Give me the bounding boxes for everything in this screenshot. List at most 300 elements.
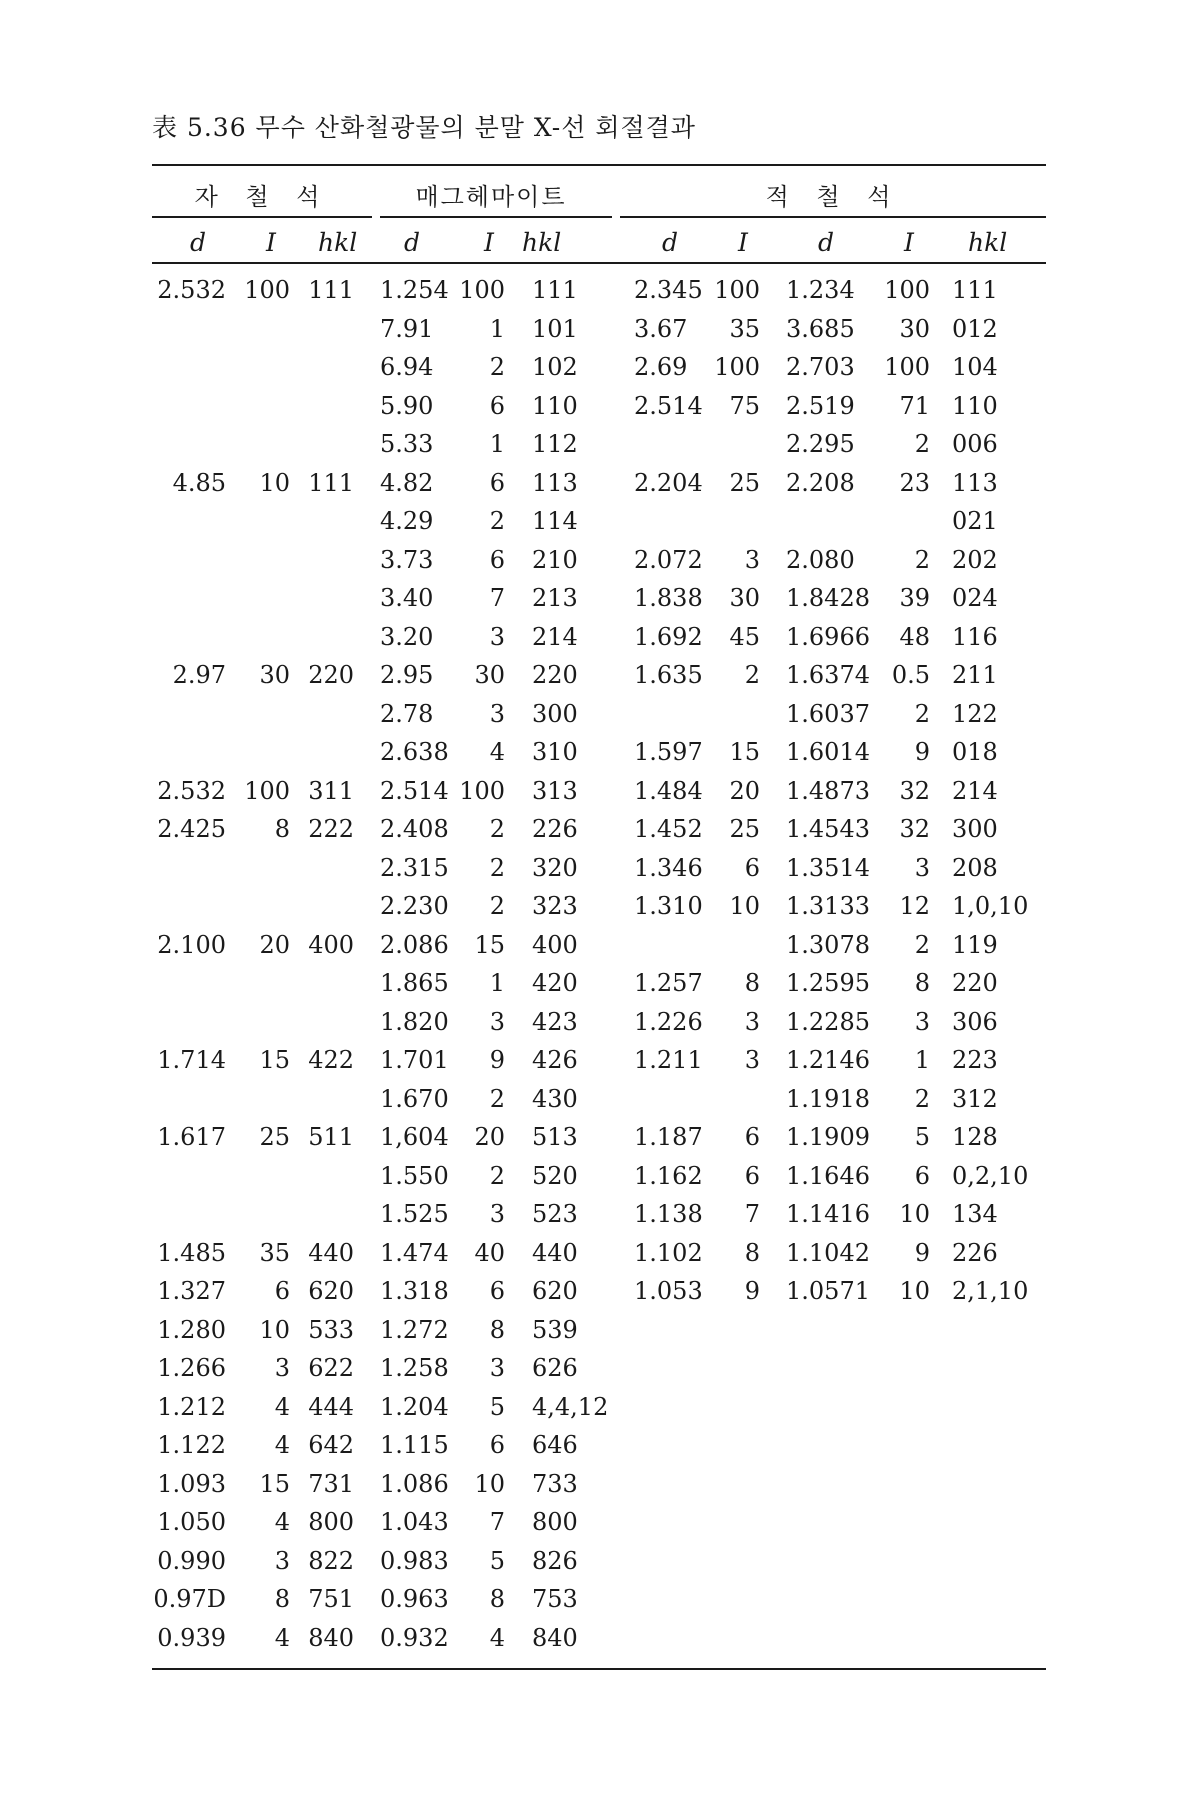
bottom-rule [152, 1668, 1046, 1670]
table-row [0, 850, 1200, 888]
cell-maghemite-i: 40 [474, 1238, 505, 1267]
cell-magnetite-d: 2.532 [157, 276, 226, 304]
table-row [0, 1620, 1200, 1658]
cell-magnetite-i: 10 [259, 468, 290, 497]
cell-hematite-obs-i: 75 [729, 391, 760, 420]
cell-hematite-ref-d: 1.6014 [786, 738, 870, 766]
cell-magnetite-i: 15 [259, 1046, 290, 1074]
cell-hematite-hkl: 110 [952, 391, 998, 420]
header-rule [152, 262, 1046, 264]
cell-hematite-ref-d: 2.208 [786, 468, 855, 497]
cell-hematite-ref-d: 1.6966 [786, 622, 870, 651]
cell-hematite-ref-i: 100 [884, 353, 930, 381]
cell-magnetite-hkl: 511 [308, 1123, 354, 1151]
cell-hematite-hkl: 128 [952, 1123, 998, 1151]
cell-maghemite-hkl: 313 [532, 776, 578, 805]
table-row [0, 1042, 1200, 1080]
cell-maghemite-hkl: 226 [532, 815, 578, 843]
cell-maghemite-hkl: 840 [532, 1623, 578, 1652]
cell-maghemite-hkl: 310 [532, 738, 578, 766]
cell-magnetite-d: 1.122 [157, 1431, 226, 1459]
col-header-hkl-hematite: hkl [968, 228, 1008, 257]
cell-hematite-obs-d: 2.072 [634, 545, 703, 574]
group-maghemite: 매그헤마이트 [415, 183, 567, 211]
cell-hematite-obs-d: 1.053 [634, 1277, 703, 1305]
cell-maghemite-i: 1 [489, 969, 505, 997]
cell-hematite-hkl: 104 [952, 353, 998, 381]
table-row [0, 311, 1200, 349]
cell-hematite-ref-i: 2 [914, 930, 930, 959]
cell-maghemite-d: 2.315 [380, 853, 449, 882]
cell-maghemite-hkl: 111 [532, 276, 578, 304]
cell-maghemite-d: 1.701 [380, 1046, 449, 1074]
cell-maghemite-hkl: 426 [532, 1046, 578, 1074]
cell-maghemite-hkl: 323 [532, 892, 578, 920]
cell-hematite-obs-d: 2.514 [634, 391, 703, 420]
cell-hematite-obs-d: 2.204 [634, 468, 703, 497]
cell-hematite-obs-i: 35 [729, 314, 760, 343]
cell-magnetite-hkl: 622 [308, 1354, 354, 1382]
cell-magnetite-d: 2.100 [157, 930, 226, 959]
cell-hematite-obs-d: 1.346 [634, 853, 703, 882]
cell-hematite-hkl: 0,2,10 [952, 1161, 1029, 1190]
group-rule-magnetite [152, 216, 372, 218]
cell-magnetite-i: 4 [274, 1392, 290, 1421]
cell-maghemite-i: 5 [489, 1546, 505, 1575]
cell-hematite-hkl: 134 [952, 1200, 998, 1228]
cell-hematite-obs-i: 25 [729, 468, 760, 497]
cell-magnetite-i: 4 [274, 1431, 290, 1459]
cell-maghemite-i: 5 [489, 1392, 505, 1421]
cell-maghemite-i: 2 [489, 1161, 505, 1190]
cell-hematite-hkl: 018 [952, 738, 998, 766]
cell-maghemite-d: 1.204 [380, 1392, 449, 1421]
cell-maghemite-hkl: 400 [532, 930, 578, 959]
cell-maghemite-d: 2.514 [380, 776, 449, 805]
cell-magnetite-d: 1.093 [157, 1469, 226, 1498]
cell-maghemite-i: 3 [489, 1354, 505, 1382]
cell-magnetite-i: 15 [259, 1469, 290, 1498]
cell-hematite-obs-d: 1.310 [634, 892, 703, 920]
cell-hematite-ref-i: 1 [914, 1046, 930, 1074]
cell-maghemite-d: 1.525 [380, 1200, 449, 1228]
cell-hematite-ref-i: 100 [884, 276, 930, 304]
cell-magnetite-hkl: 444 [308, 1392, 354, 1421]
cell-hematite-hkl: 111 [952, 276, 998, 304]
cell-maghemite-i: 100 [459, 776, 505, 805]
cell-maghemite-hkl: 4,4,12 [532, 1392, 609, 1421]
cell-magnetite-d: 4.85 [172, 468, 226, 497]
cell-maghemite-i: 7 [489, 584, 505, 612]
cell-hematite-ref-i: 39 [899, 584, 930, 612]
cell-maghemite-i: 30 [474, 661, 505, 689]
cell-hematite-ref-i: 71 [899, 391, 930, 420]
col-header-i-maghemite: I [484, 228, 494, 257]
cell-maghemite-d: 1.820 [380, 1007, 449, 1036]
group-rule-maghemite [380, 216, 612, 218]
cell-hematite-obs-d: 1.257 [634, 969, 703, 997]
cell-hematite-ref-d: 2.295 [786, 430, 855, 458]
cell-magnetite-hkl: 822 [308, 1546, 354, 1575]
cell-maghemite-i: 2 [489, 507, 505, 535]
cell-magnetite-hkl: 222 [308, 815, 354, 843]
cell-maghemite-hkl: 220 [532, 661, 578, 689]
group-hematite: 적 철 석 [765, 183, 901, 211]
cell-hematite-hkl: 116 [952, 622, 998, 651]
cell-maghemite-d: 1.258 [380, 1354, 449, 1382]
table-row [0, 542, 1200, 580]
cell-hematite-ref-d: 1.2146 [786, 1046, 870, 1074]
cell-hematite-ref-d: 1.2285 [786, 1007, 870, 1036]
cell-maghemite-d: 1.043 [380, 1508, 449, 1536]
group-magnetite: 자 철 석 [194, 183, 330, 211]
cell-magnetite-d: 1.212 [157, 1392, 226, 1421]
cell-hematite-obs-i: 45 [729, 622, 760, 651]
table-row [0, 1235, 1200, 1273]
cell-maghemite-i: 3 [489, 699, 505, 728]
table-row [0, 696, 1200, 734]
table-row [0, 619, 1200, 657]
cell-hematite-obs-d: 3.67 [634, 314, 688, 343]
table-row [0, 1389, 1200, 1427]
cell-magnetite-d: 0.97D [153, 1585, 226, 1613]
table-row [0, 1004, 1200, 1042]
cell-hematite-obs-i: 20 [729, 776, 760, 805]
cell-hematite-ref-d: 1.2595 [786, 969, 870, 997]
cell-hematite-ref-d: 1.1909 [786, 1123, 870, 1151]
cell-maghemite-d: 1.474 [380, 1238, 449, 1267]
cell-maghemite-d: 1.086 [380, 1469, 449, 1498]
cell-maghemite-hkl: 113 [532, 468, 578, 497]
cell-maghemite-i: 3 [489, 622, 505, 651]
cell-hematite-hkl: 113 [952, 468, 998, 497]
cell-hematite-ref-d: 1.0571 [786, 1277, 870, 1305]
cell-hematite-hkl: 208 [952, 853, 998, 882]
cell-hematite-ref-i: 23 [899, 468, 930, 497]
cell-hematite-obs-d: 1.211 [634, 1046, 703, 1074]
cell-maghemite-d: 2.408 [380, 815, 449, 843]
cell-hematite-hkl: 306 [952, 1007, 998, 1036]
cell-magnetite-i: 8 [274, 815, 290, 843]
cell-maghemite-i: 15 [474, 930, 505, 959]
cell-maghemite-d: 1.550 [380, 1161, 449, 1190]
table-row [0, 349, 1200, 387]
cell-magnetite-hkl: 533 [308, 1315, 354, 1344]
cell-maghemite-d: 0.983 [380, 1546, 449, 1575]
col-header-i-hematite-ref: I [904, 228, 914, 257]
cell-magnetite-hkl: 840 [308, 1623, 354, 1652]
cell-maghemite-i: 8 [489, 1315, 505, 1344]
cell-hematite-obs-d: 1.452 [634, 815, 703, 843]
cell-magnetite-i: 100 [244, 276, 290, 304]
cell-maghemite-i: 3 [489, 1200, 505, 1228]
cell-magnetite-hkl: 731 [308, 1469, 354, 1498]
cell-maghemite-d: 1,604 [380, 1123, 449, 1151]
col-header-i-magnetite: I [266, 228, 276, 257]
cell-hematite-hkl: 122 [952, 699, 998, 728]
table-row [0, 1273, 1200, 1311]
cell-hematite-hkl: 012 [952, 314, 998, 343]
cell-hematite-obs-d: 2.345 [634, 276, 703, 304]
cell-magnetite-hkl: 311 [308, 776, 354, 805]
cell-maghemite-i: 1 [489, 314, 505, 343]
cell-hematite-ref-i: 6 [914, 1161, 930, 1190]
cell-hematite-ref-d: 1.3133 [786, 892, 870, 920]
cell-maghemite-hkl: 826 [532, 1546, 578, 1575]
cell-maghemite-i: 8 [489, 1585, 505, 1613]
table-row [0, 1543, 1200, 1581]
cell-magnetite-d: 1.280 [157, 1315, 226, 1344]
cell-magnetite-d: 1.050 [157, 1508, 226, 1536]
cell-hematite-hkl: 2,1,10 [952, 1277, 1029, 1305]
col-header-hkl-magnetite: hkl [318, 228, 358, 257]
cell-hematite-obs-i: 25 [729, 815, 760, 843]
cell-maghemite-i: 2 [489, 353, 505, 381]
col-header-hkl-maghemite: hkl [522, 228, 562, 257]
cell-hematite-hkl: 119 [952, 930, 998, 959]
group-rule-hematite [620, 216, 1046, 218]
cell-hematite-ref-i: 10 [899, 1277, 930, 1305]
cell-maghemite-d: 2.95 [380, 661, 434, 689]
table-row [0, 965, 1200, 1003]
cell-maghemite-d: 1.254 [380, 276, 449, 304]
cell-hematite-ref-i: 9 [914, 738, 930, 766]
cell-maghemite-i: 2 [489, 815, 505, 843]
cell-magnetite-d: 1.266 [157, 1354, 226, 1382]
cell-maghemite-d: 1.865 [380, 969, 449, 997]
cell-hematite-obs-d: 1.138 [634, 1200, 703, 1228]
top-rule [152, 164, 1046, 166]
cell-magnetite-d: 1.714 [157, 1046, 226, 1074]
table-row [0, 1158, 1200, 1196]
cell-hematite-ref-i: 10 [899, 1200, 930, 1228]
cell-maghemite-hkl: 112 [532, 430, 578, 458]
cell-maghemite-d: 1.115 [380, 1431, 449, 1459]
cell-maghemite-hkl: 430 [532, 1084, 578, 1113]
cell-hematite-ref-d: 1.1918 [786, 1084, 870, 1113]
cell-magnetite-i: 8 [274, 1585, 290, 1613]
cell-magnetite-hkl: 220 [308, 661, 354, 689]
cell-hematite-ref-i: 3 [914, 853, 930, 882]
cell-maghemite-i: 9 [489, 1046, 505, 1074]
cell-hematite-obs-i: 15 [729, 738, 760, 766]
cell-maghemite-i: 100 [459, 276, 505, 304]
cell-maghemite-d: 3.73 [380, 545, 434, 574]
cell-hematite-obs-i: 6 [744, 1161, 760, 1190]
cell-maghemite-i: 2 [489, 853, 505, 882]
cell-maghemite-hkl: 753 [532, 1585, 578, 1613]
col-header-d-magnetite: d [190, 228, 207, 257]
table-row [0, 1581, 1200, 1619]
cell-hematite-hkl: 211 [952, 661, 998, 689]
cell-maghemite-i: 1 [489, 430, 505, 458]
cell-hematite-ref-i: 32 [899, 776, 930, 805]
col-header-d-hematite-ref: d [818, 228, 835, 257]
cell-maghemite-i: 6 [489, 1277, 505, 1305]
cell-maghemite-d: 3.20 [380, 622, 434, 651]
cell-magnetite-i: 30 [259, 661, 290, 689]
table-row [0, 773, 1200, 811]
cell-hematite-hkl: 202 [952, 545, 998, 574]
col-header-d-hematite-obs: d [662, 228, 679, 257]
cell-maghemite-hkl: 513 [532, 1123, 578, 1151]
cell-maghemite-d: 5.90 [380, 391, 434, 420]
table-row [0, 734, 1200, 772]
cell-maghemite-hkl: 539 [532, 1315, 578, 1344]
cell-hematite-obs-i: 8 [744, 969, 760, 997]
cell-hematite-hkl: 021 [952, 507, 998, 535]
cell-hematite-ref-i: 2 [914, 699, 930, 728]
cell-magnetite-d: 2.97 [172, 661, 226, 689]
cell-maghemite-d: 4.29 [380, 507, 434, 535]
cell-maghemite-hkl: 626 [532, 1354, 578, 1382]
table-row [0, 580, 1200, 618]
col-header-d-maghemite: d [404, 228, 421, 257]
cell-hematite-ref-i: 8 [914, 969, 930, 997]
cell-hematite-obs-i: 6 [744, 1123, 760, 1151]
cell-magnetite-hkl: 800 [308, 1508, 354, 1536]
table-row [0, 1081, 1200, 1119]
cell-hematite-ref-i: 48 [899, 622, 930, 651]
cell-hematite-obs-d: 1.162 [634, 1161, 703, 1190]
cell-maghemite-hkl: 300 [532, 699, 578, 728]
table-row [0, 465, 1200, 503]
cell-hematite-hkl: 223 [952, 1046, 998, 1074]
cell-hematite-obs-i: 30 [729, 584, 760, 612]
cell-magnetite-hkl: 111 [308, 276, 354, 304]
cell-magnetite-i: 6 [274, 1277, 290, 1305]
table-row [0, 503, 1200, 541]
cell-hematite-ref-i: 2 [914, 545, 930, 574]
cell-hematite-ref-i: 2 [914, 430, 930, 458]
cell-hematite-obs-i: 2 [744, 661, 760, 689]
cell-maghemite-i: 4 [489, 1623, 505, 1652]
cell-maghemite-d: 2.230 [380, 892, 449, 920]
table-row [0, 1504, 1200, 1542]
cell-magnetite-i: 4 [274, 1623, 290, 1652]
table-row [0, 1350, 1200, 1388]
cell-magnetite-i: 3 [274, 1354, 290, 1382]
cell-hematite-obs-d: 1.838 [634, 584, 703, 612]
cell-hematite-hkl: 300 [952, 815, 998, 843]
cell-magnetite-hkl: 620 [308, 1277, 354, 1305]
cell-magnetite-d: 1.617 [157, 1123, 226, 1151]
cell-hematite-ref-i: 32 [899, 815, 930, 843]
cell-maghemite-hkl: 210 [532, 545, 578, 574]
cell-hematite-ref-d: 2.080 [786, 545, 855, 574]
cell-magnetite-d: 2.425 [157, 815, 226, 843]
cell-hematite-hkl: 006 [952, 430, 998, 458]
cell-magnetite-hkl: 440 [308, 1238, 354, 1267]
cell-hematite-ref-i: 3 [914, 1007, 930, 1036]
cell-maghemite-hkl: 423 [532, 1007, 578, 1036]
cell-magnetite-hkl: 642 [308, 1431, 354, 1459]
cell-maghemite-hkl: 214 [532, 622, 578, 651]
cell-maghemite-i: 6 [489, 545, 505, 574]
cell-hematite-ref-d: 1.4873 [786, 776, 870, 805]
cell-hematite-ref-d: 1.3078 [786, 930, 870, 959]
cell-magnetite-d: 1.485 [157, 1238, 226, 1267]
cell-maghemite-hkl: 520 [532, 1161, 578, 1190]
cell-magnetite-hkl: 400 [308, 930, 354, 959]
cell-hematite-obs-d: 1.692 [634, 622, 703, 651]
cell-maghemite-hkl: 101 [532, 314, 578, 343]
cell-maghemite-d: 2.086 [380, 930, 449, 959]
col-header-i-hematite-obs: I [738, 228, 748, 257]
cell-maghemite-i: 6 [489, 468, 505, 497]
cell-hematite-ref-i: 9 [914, 1238, 930, 1267]
cell-maghemite-i: 2 [489, 892, 505, 920]
cell-magnetite-i: 100 [244, 776, 290, 805]
cell-maghemite-i: 10 [474, 1469, 505, 1498]
cell-hematite-ref-i: 0.5 [891, 661, 930, 689]
cell-hematite-obs-d: 1.226 [634, 1007, 703, 1036]
cell-hematite-obs-i: 6 [744, 853, 760, 882]
cell-maghemite-d: 5.33 [380, 430, 434, 458]
cell-magnetite-i: 25 [259, 1123, 290, 1151]
cell-maghemite-hkl: 114 [532, 507, 578, 535]
cell-maghemite-hkl: 620 [532, 1277, 578, 1305]
cell-maghemite-d: 1.318 [380, 1277, 449, 1305]
table-row [0, 1196, 1200, 1234]
table-row [0, 1119, 1200, 1157]
cell-hematite-obs-i: 3 [744, 1007, 760, 1036]
cell-magnetite-hkl: 111 [308, 468, 354, 497]
cell-magnetite-hkl: 751 [308, 1585, 354, 1613]
table-row [0, 888, 1200, 926]
cell-maghemite-i: 20 [474, 1123, 505, 1151]
cell-magnetite-i: 35 [259, 1238, 290, 1267]
cell-hematite-obs-i: 100 [714, 353, 760, 381]
cell-hematite-obs-d: 1.597 [634, 738, 703, 766]
cell-hematite-obs-d: 1.102 [634, 1238, 703, 1267]
cell-maghemite-hkl: 523 [532, 1200, 578, 1228]
cell-maghemite-d: 3.40 [380, 584, 434, 612]
cell-maghemite-d: 0.932 [380, 1623, 449, 1652]
cell-maghemite-hkl: 420 [532, 969, 578, 997]
cell-hematite-obs-i: 8 [744, 1238, 760, 1267]
cell-maghemite-d: 2.638 [380, 738, 449, 766]
cell-hematite-ref-i: 30 [899, 314, 930, 343]
cell-hematite-hkl: 220 [952, 969, 998, 997]
cell-maghemite-hkl: 102 [532, 353, 578, 381]
cell-hematite-ref-d: 1.6037 [786, 699, 870, 728]
cell-hematite-ref-d: 1.1416 [786, 1200, 870, 1228]
cell-maghemite-hkl: 733 [532, 1469, 578, 1498]
cell-hematite-obs-i: 3 [744, 545, 760, 574]
table-row [0, 927, 1200, 965]
cell-magnetite-i: 4 [274, 1508, 290, 1536]
cell-hematite-ref-d: 1.234 [786, 276, 855, 304]
cell-magnetite-i: 10 [259, 1315, 290, 1344]
cell-magnetite-d: 1.327 [157, 1277, 226, 1305]
table-row [0, 1466, 1200, 1504]
table-title: 表 5.36 무수 산화철광물의 분말 X-선 회절결과 [152, 113, 696, 142]
cell-magnetite-d: 2.532 [157, 776, 226, 805]
cell-hematite-obs-i: 10 [729, 892, 760, 920]
cell-hematite-ref-d: 1.1042 [786, 1238, 870, 1267]
table-row [0, 388, 1200, 426]
cell-hematite-hkl: 312 [952, 1084, 998, 1113]
cell-hematite-ref-d: 3.685 [786, 314, 855, 343]
table-row [0, 811, 1200, 849]
cell-hematite-obs-d: 1.187 [634, 1123, 703, 1151]
cell-hematite-ref-d: 1.6374 [786, 661, 870, 689]
cell-hematite-ref-i: 12 [899, 892, 930, 920]
cell-maghemite-hkl: 320 [532, 853, 578, 882]
cell-hematite-ref-i: 2 [914, 1084, 930, 1113]
cell-hematite-ref-d: 1.4543 [786, 815, 870, 843]
